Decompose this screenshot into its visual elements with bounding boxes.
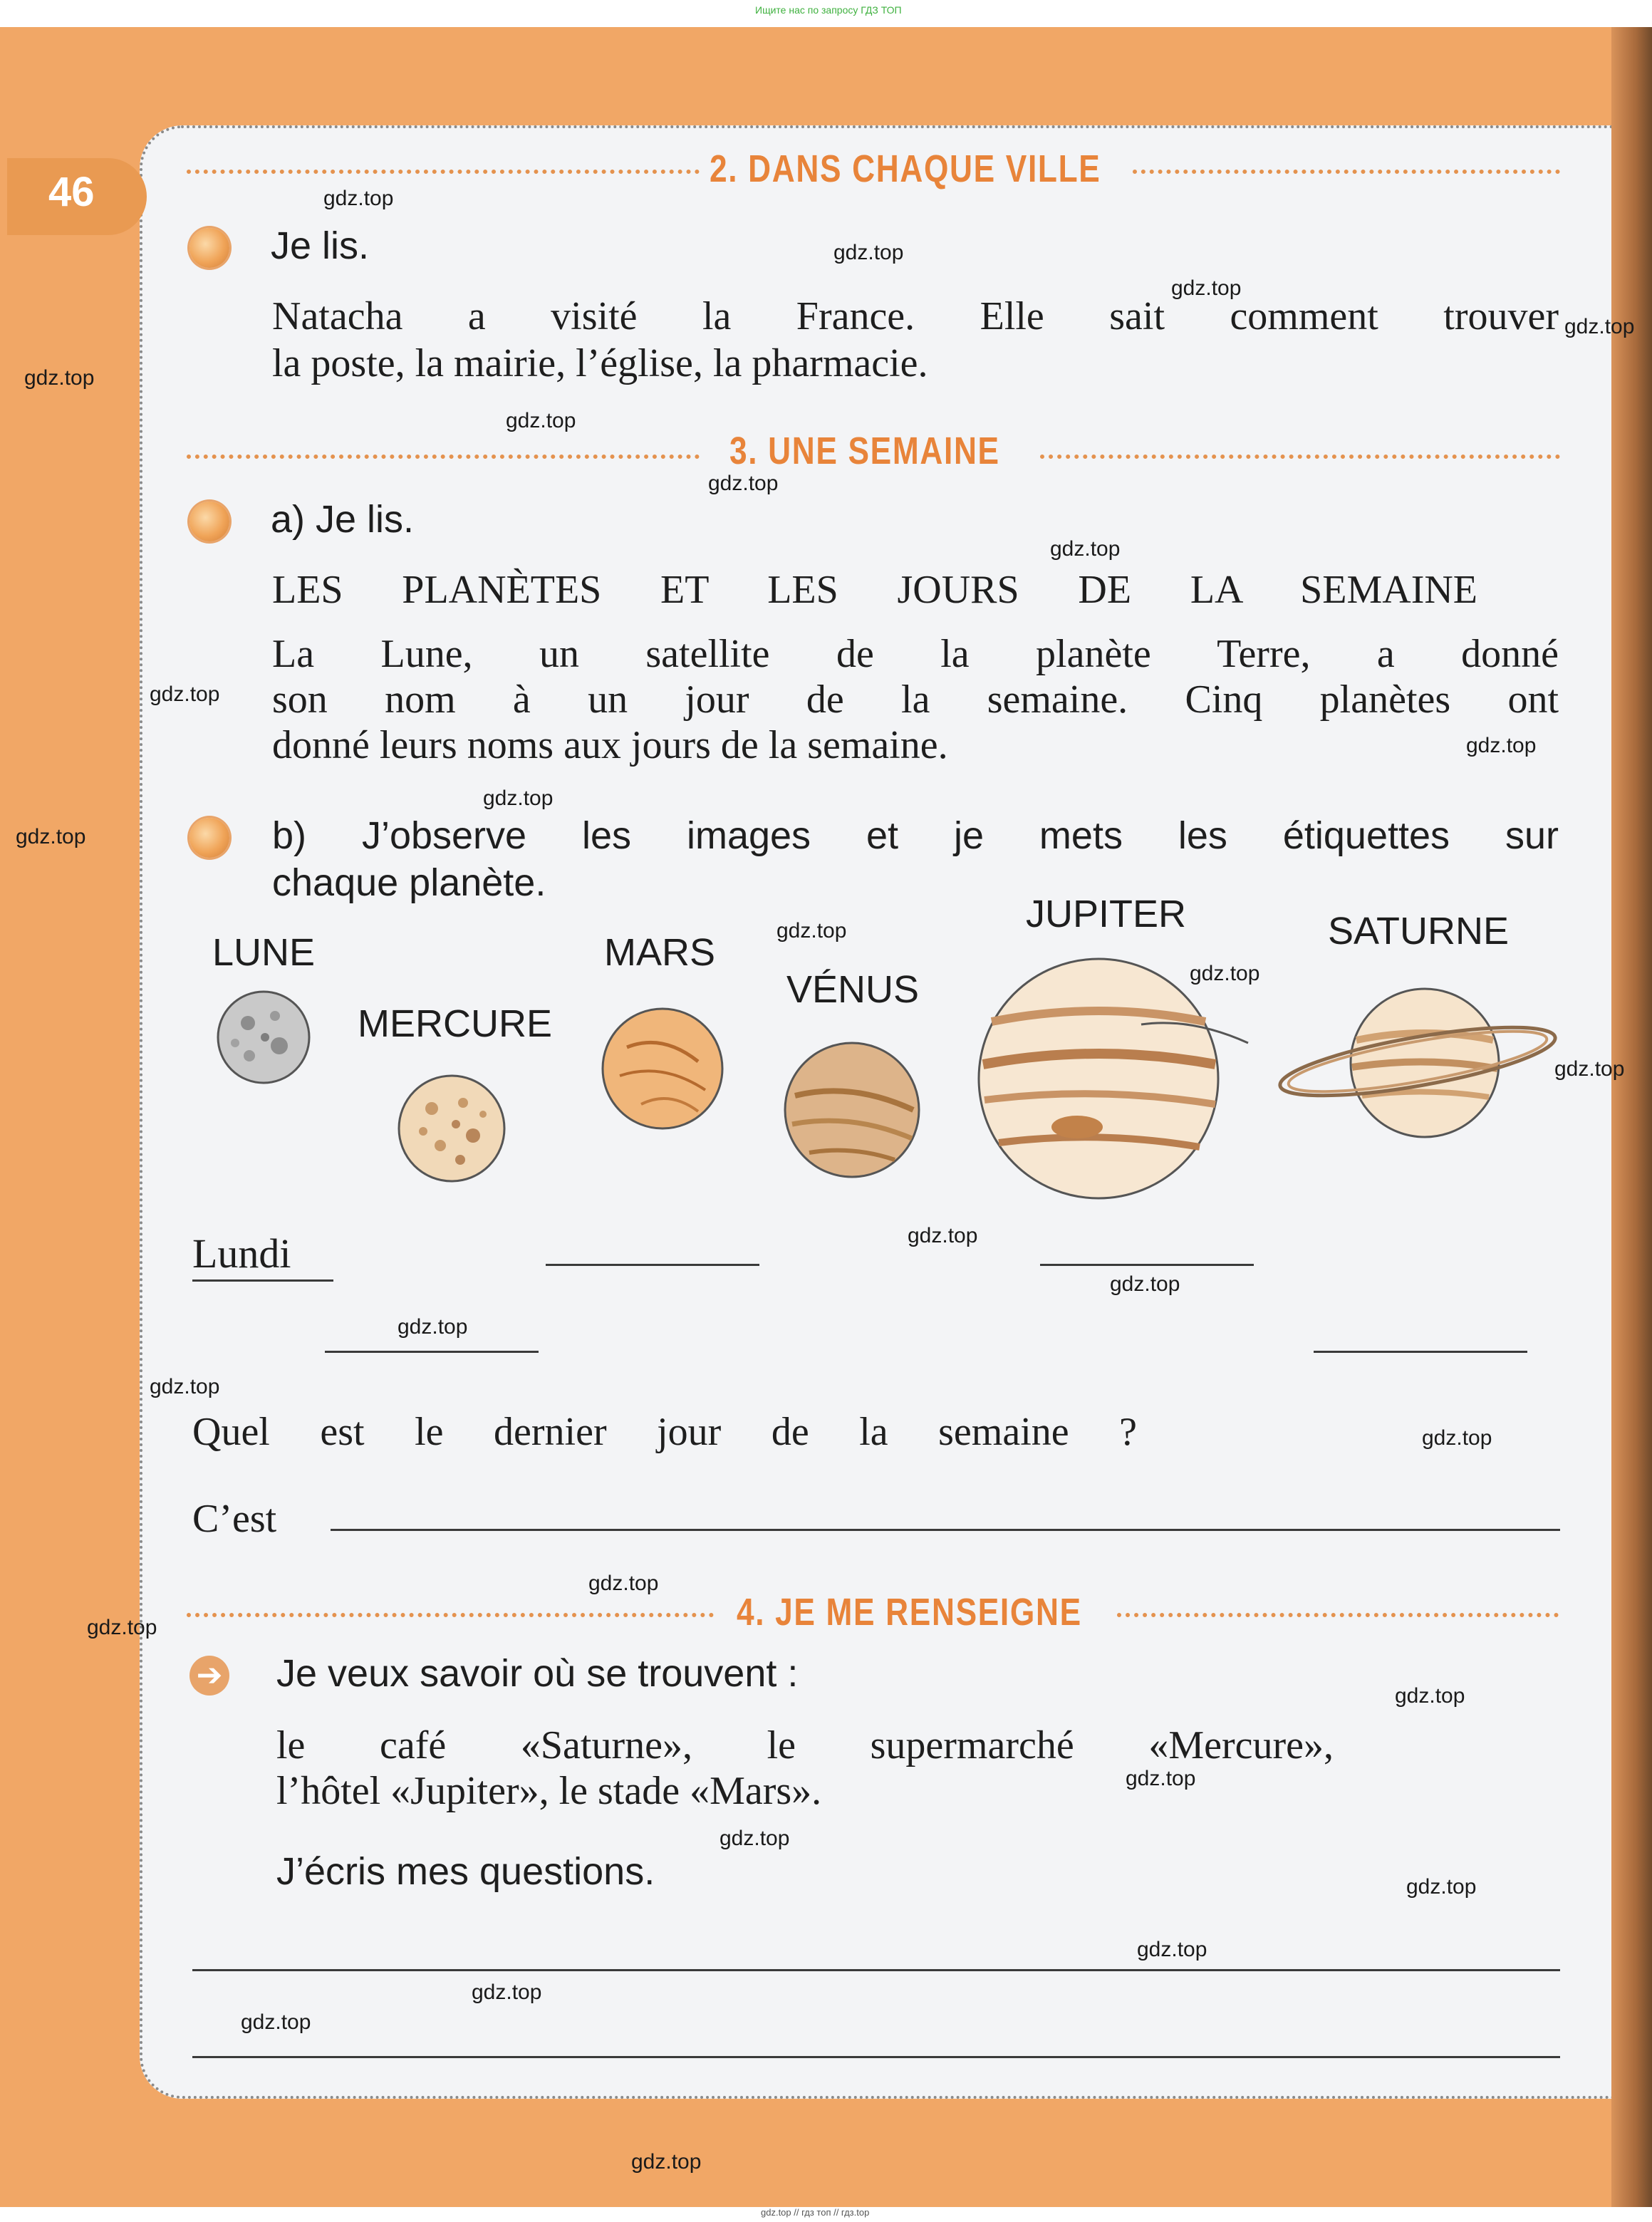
watermark: gdz.top: [472, 1980, 542, 2004]
watermark: gdz.top: [323, 187, 394, 210]
label-lune: LUNE: [212, 931, 316, 974]
answer-word-lundi: Lundi: [192, 1230, 291, 1277]
paragraph-line: le café «Saturne», le supermarché «Mercure»,: [276, 1723, 1334, 1767]
answer-line[interactable]: [192, 1969, 1560, 1971]
paragraph-line: l’hôtel «Jupiter», le stade «Mars».: [276, 1769, 822, 1813]
watermark: gdz.top: [719, 1827, 790, 1850]
watermark: gdz.top: [631, 2150, 702, 2174]
answer-line[interactable]: [546, 1264, 759, 1266]
moon-illustration: [214, 987, 313, 1087]
watermark: gdz.top: [241, 2010, 311, 2034]
question: Quel est le dernier jour de la semaine ?: [192, 1410, 1137, 1454]
label-jupiter: JUPITER: [1026, 893, 1187, 935]
bottom-note: gdz.top // гдз топ // гдз.top: [761, 2207, 870, 2218]
label-mars: MARS: [604, 931, 716, 974]
saturn-illustration: [1268, 976, 1560, 1154]
book-spine-edge: [1611, 27, 1652, 2207]
paragraph-line: Natacha a visité la France. Elle sait comment trouver: [272, 294, 1559, 338]
watermark: gdz.top: [1050, 537, 1121, 561]
paragraph-line: la poste, la mairie, l’église, la pharmacie.: [272, 341, 928, 385]
page-number: 46: [48, 169, 95, 215]
watermark: gdz.top: [1466, 734, 1537, 757]
watermark: gdz.top: [1137, 1938, 1207, 1961]
watermark: gdz.top: [1422, 1426, 1492, 1450]
watermark: gdz.top: [833, 241, 904, 264]
section-divider: [1117, 1613, 1559, 1617]
watermark: gdz.top: [16, 825, 86, 848]
instruction: J’écris mes questions.: [276, 1850, 655, 1893]
answer-line[interactable]: [192, 1279, 333, 1282]
paragraph-line: La Lune, un satellite de la planète Terre, a donné: [272, 632, 1559, 676]
watermark: gdz.top: [24, 366, 95, 390]
watermark: gdz.top: [776, 919, 847, 943]
label-venus: VÉNUS: [786, 968, 920, 1011]
section-title: 3. UNE SEMAINE: [729, 430, 1000, 472]
watermark: gdz.top: [150, 1375, 220, 1398]
section-title: 2. DANS CHAQUE VILLE: [710, 147, 1101, 190]
answer-line[interactable]: [1040, 1264, 1254, 1266]
instruction: a) Je lis.: [271, 498, 415, 541]
watermark: gdz.top: [588, 1572, 659, 1595]
section-divider: [187, 455, 700, 459]
arrow-bullet-icon: ➔: [189, 1656, 229, 1696]
watermark: gdz.top: [1554, 1057, 1625, 1081]
watermark: gdz.top: [1110, 1272, 1180, 1296]
mars-illustration: [598, 1004, 727, 1133]
section-divider: [187, 170, 700, 174]
section-title: 4. JE ME RENSEIGNE: [737, 1591, 1082, 1634]
section-divider: [1040, 455, 1560, 459]
reading-title: LES PLANÈTES ET LES JOURS DE LA SEMAINE: [272, 568, 1477, 612]
answer-line[interactable]: [325, 1351, 539, 1353]
watermark: gdz.top: [1564, 315, 1635, 338]
paragraph-line: son nom à un jour de la semaine. Cinq planètes ont: [272, 677, 1559, 722]
mercury-illustration: [395, 1071, 509, 1185]
answer-line[interactable]: [331, 1529, 1560, 1531]
watermark: gdz.top: [483, 786, 554, 810]
watermark: gdz.top: [1126, 1767, 1196, 1790]
instruction: Je lis.: [271, 224, 370, 267]
bullet-icon: [189, 818, 229, 858]
venus-illustration: [781, 1039, 923, 1181]
watermark: gdz.top: [1190, 962, 1260, 985]
watermark: gdz.top: [87, 1616, 157, 1639]
label-saturne: SATURNE: [1328, 910, 1510, 952]
section-divider: [1133, 170, 1560, 174]
watermark: gdz.top: [908, 1224, 978, 1247]
paragraph-line: donné leurs noms aux jours de la semaine.: [272, 723, 948, 767]
answer-prefix: C’est: [192, 1497, 277, 1541]
instruction: Je veux savoir où se trouvent :: [276, 1652, 799, 1695]
answer-line[interactable]: [1314, 1351, 1527, 1353]
instruction: chaque planète.: [272, 861, 546, 904]
watermark: gdz.top: [398, 1315, 468, 1339]
answer-line[interactable]: [192, 2056, 1560, 2058]
top-note: Ищите нас по запросу ГДЗ ТОП: [755, 4, 902, 16]
watermark: gdz.top: [708, 472, 779, 495]
watermark: gdz.top: [1395, 1684, 1465, 1708]
watermark: gdz.top: [506, 409, 576, 432]
instruction: b) J’observe les images et je mets les étiquettes sur: [272, 814, 1559, 857]
bullet-icon: [189, 228, 229, 268]
label-mercure: MERCURE: [358, 1002, 553, 1045]
section-divider: [187, 1613, 714, 1617]
watermark: gdz.top: [150, 682, 220, 706]
watermark: gdz.top: [1171, 276, 1242, 300]
watermark: gdz.top: [1406, 1875, 1477, 1899]
bullet-icon: [189, 502, 229, 541]
